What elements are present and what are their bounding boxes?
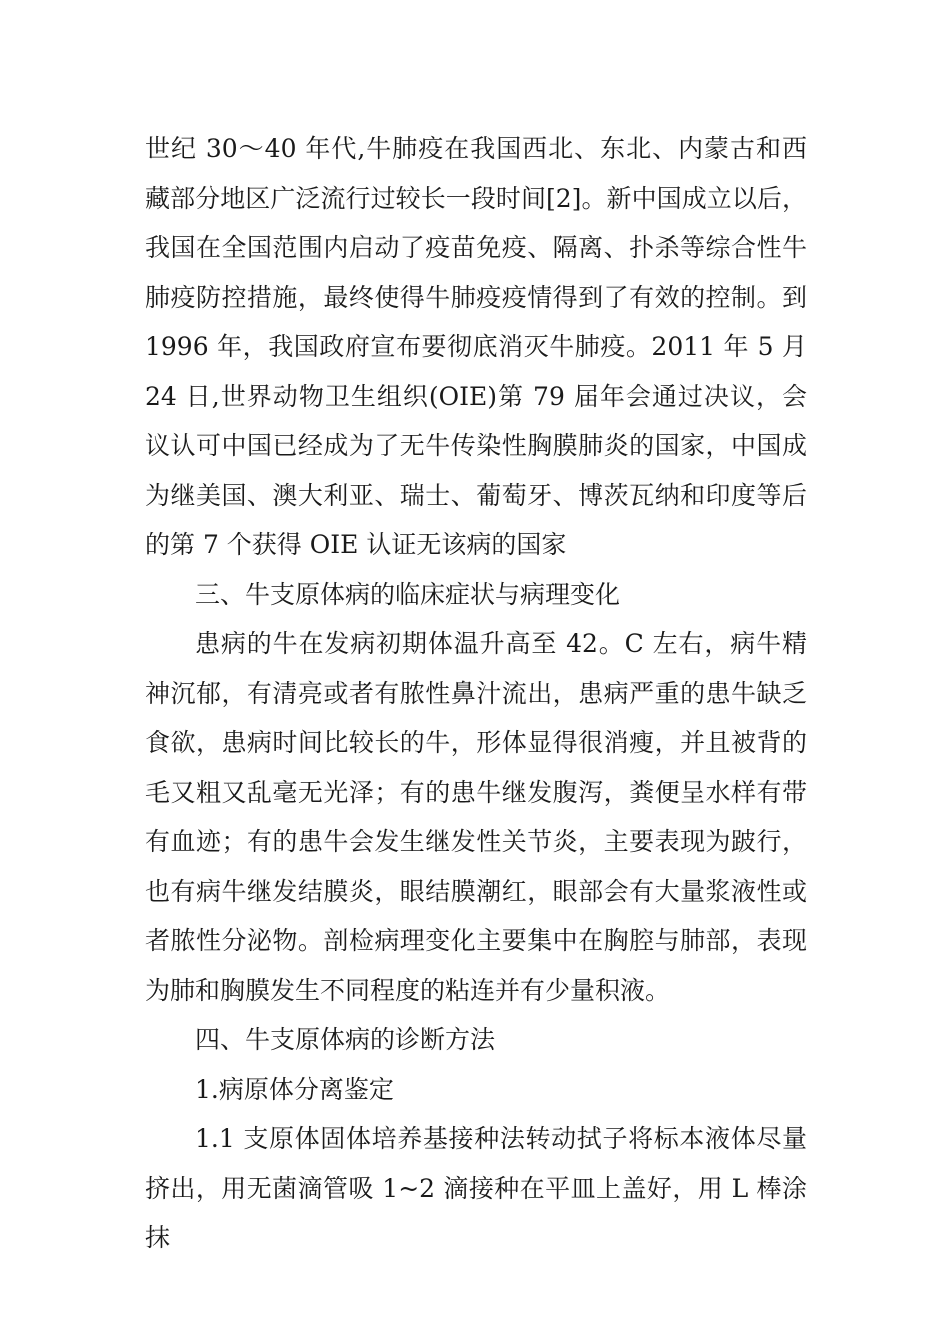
- paragraph-symptoms: 患病的牛在发病初期体温升高至 42。C 左右，病牛精神沉郁，有清亮或者有脓性鼻汁流出，患病严重的患牛缺乏食欲，患病时间比较长的牛，形体显得很消瘦，并且被背的毛又粗又乱毫无光泽；有的患牛继发腹泻，粪便呈水样有带有血迹；有的患牛会发生继发性关节炎，主要表现为跛行，也有病牛继发结膜炎，眼结膜潮红，眼部会有大量浆液性或者脓性分泌物。剖检病理变化主要集中在胸腔与肺部，表现为肺和胸膜发生不同程度的粘连并有少量积液。: [145, 629, 807, 1005]
- section-3-heading: 三、牛支原体病的临床症状与病理变化: [195, 579, 621, 609]
- subsection-1-heading: 1.病原体分离鉴定: [195, 1074, 394, 1104]
- paragraph-history-continued: 世纪 30～40 年代,牛肺疫在我国西北、东北、内蒙古和西藏部分地区广泛流行过较长一段时间[2]。新中国成立以后，我国在全国范围内启动了疫苗免疫、隔离、扑杀等综合性牛肺疫防控措施，最终使得牛肺疫疫情得到了有效的控制。到 1996 年，我国政府宣布要彻底消灭牛肺疫。2011 年 5 月 24 日,世界动物卫生组织(OIE)第 79 届年会通过决议，会议认可中国已经成为了无牛传染性胸膜肺炎的国家，中国成为继美国、澳大利亚、瑞士、葡萄牙、博茨瓦纳和印度等后的第 7 个获得 OIE 认证无该病的国家: [145, 134, 807, 559]
- paragraph-subsection-1-1: 1.1 支原体固体培养基接种法转动拭子将标本液体尽量挤出，用无菌滴管吸 1~2 滴接种在平皿上盖好，用 L 棒涂抹: [145, 1124, 807, 1252]
- section-4-heading: 四、牛支原体病的诊断方法: [195, 1025, 496, 1054]
- document-page: [145, 124, 807, 1263]
